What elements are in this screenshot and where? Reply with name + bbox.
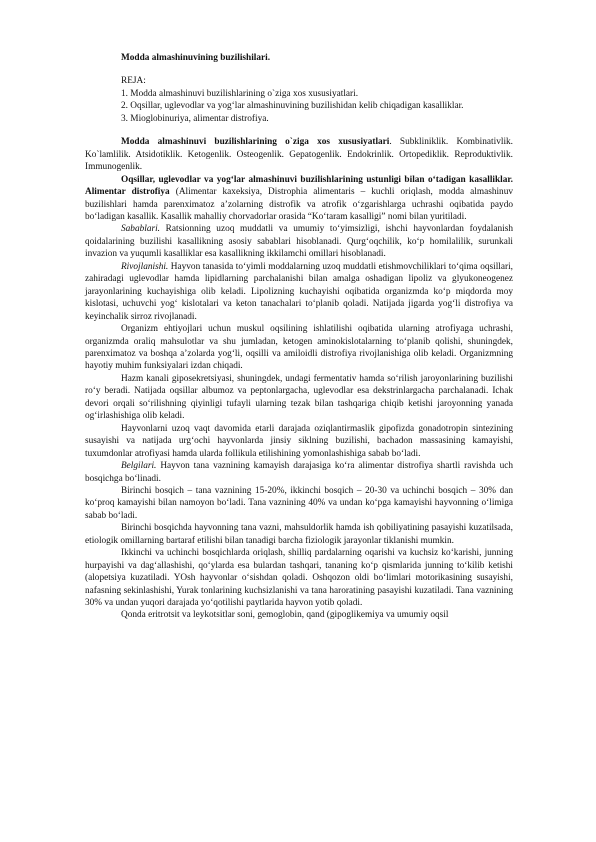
paragraph-causes-lead: Sabablari. <box>121 224 160 235</box>
document-title: Modda almashinuvining buzilishilari. <box>121 53 271 63</box>
paragraph-development-text: Hayvon tanasida to‘yimli moddalarning uzoq muddatli etishmovchiliklari to‘qima oqsillari, zahiradagi uglevodlar hamda lipidlarning parchalanishi bilan amalga oshadigan lipoliz va glyukoneogenez jarayonlarining kuchayishiga olib keladi. Lipolizning kuchayishi oqibatida organizmda ko‘p miqdorda moy kislotasi, uchuvchi yog‘ kislotalari va keton tanachalari to‘planib qoladi. Natijada jigarda yog‘li distrofiya va keyinchalik sirroz rivojlanadi. <box>85 261 513 322</box>
paragraph-causes-text: Ratsionning uzoq muddatli va umumiy to‘yimsizligi, ishchi hayvonlardan foydalanish qoidalarining buzilishi kasallikning asosiy sabablari hisoblanadi. Qurg‘oqchilik, ko‘p homilalilik, surunkali invazion va yuqumli kasalliklar esa kasallikning ikkilamchi omillari hisoblanadi. <box>85 224 513 260</box>
paragraph-first-stage: Birinchi bosqichda hayvonning tana vazni, mahsuldorlik hamda ish qobiliyatining pasayishi kuzatilsada, etiologik omillarning bartaraf etilishi bilan tanadigi barcha fiziologik jarayonlar tiklanishi mumkin. <box>85 523 513 546</box>
plan-item-2: 2. Oqsillar, uglevodlar va yog‘lar almashinuvining buzilishidan kelib chiqadigan kasalliklar. <box>121 101 464 112</box>
plan-item-1: 1. Modda almashinuvi buzilishlarining o`ziga xos xususiyatlari. <box>121 88 359 99</box>
paragraph-signs <box>85 460 513 485</box>
paragraph-signs-text: Hayvon tana vaznining kamayish darajasiga ko‘ra alimentar distrofiya shartli ravishda uch bosqichga bo‘linadi. <box>85 461 513 484</box>
paragraph-causes <box>85 223 513 260</box>
paragraph-alimentary-dystrophy-text: (Alimentar kaxeksiya, Distrophia alimentaris – kuchli oriqlash, modda almashinuv buzilishlari hamda parenximatoz a’zolarning distrofik va atrofik o‘zgarishlarga uchrashi oqibatida paydo bo‘ladigan kasallik. Kasallik mahalliy chorvadorlar orasida “Ko‘taram kasalligi” nomi bilan yuritiladi. <box>85 187 514 222</box>
paragraph-muscle-protein: Organizm ehtiyojlari uchun muskul oqsilining ishlatilishi oqibatida ularning atrofiyaga uchrashi, organizmda oraliq mahsulotlar va shu jumladan, ketogen aminokislotalarning to‘planib qolishi, shuningdek, parenximatoz va boshqa a’zolarda yog‘li, oqsilli va amiloidli distrofiya rivojlanishiga olib keladi. Organizmning hayotiy muhim funksiyalari izdan chiqadi. <box>85 324 513 372</box>
plan-heading: REJA: <box>121 76 146 87</box>
paragraph-development-lead: Rivojlanishi. <box>121 261 169 272</box>
paragraph-digestion: Hazm kanali giposekretsiyasi, shuningdek, undagi fermentativ hamda so‘rilish jaroyonlarining buzilishi ro‘y beradi. Natijada oqsillar albumoz va peptonlargacha, uglevodlar esa dekstrinlargacha parchalanadi. Ichak devori orqali so‘rilishning qiyinligi tufayli ularning tezak bilan tashqariga chiqib ketishi jaroyonning yanada og‘irlashishiga olib keladi. <box>85 373 513 422</box>
paragraph-reproduction: Hayvonlarni uzoq vaqt davomida etarli darajada oziqlantirmaslik gipofizda gonadotropin sintezining susayishi va natijada urg‘ochi hayvonlarda jinsiy siklning buzilishi, bachadon massasining kamayishi, tuxumdonlar atrofiyasi hamda ularda follikula etilishining yomonlashishiga sabab bo‘ladi. <box>85 423 513 459</box>
paragraph-alimentary-dystrophy <box>85 174 513 224</box>
paragraph-alimentary-dystrophy-lead: Oqsillar, uglevodlar va yog‘lar almashinuvi buzilishlarining ustunligi bilan o‘tadigan kasalliklar. Alimentar distrofiya <box>85 174 513 198</box>
paragraph-blood: Qonda eritrotsit va leykotsitlar soni, gemoglobin, qand (gipoglikemiya va umumiy oqsil <box>121 610 449 621</box>
paragraph-stages: Birinchi bosqich – tana vaznining 15-20%, ikkinchi bosqich – 20-30 va uchinchi bosqich – 30% dan ko‘proq kamayishi bilan namoyon bo‘ladi. Tana vaznining 40% va undan ko‘pga kamayishi hayvonning o‘limiga sabab bo‘ladi. <box>85 485 513 521</box>
paragraph-features-text: . Subkliniklik. Kombinativlik. Ko`lamlilik. Atsidotiklik. Ketogenlik. Osteogenlik. Gepatogenlik. Endokrinlik. Ortopediklik. Reproduktivlik. Immunogenlik. <box>85 137 513 173</box>
paragraph-signs-lead: Belgilari. <box>121 461 157 472</box>
paragraph-features-lead: Modda almashinuvi buzilishlarining o`ziga xos xususiyatlari <box>121 137 390 148</box>
plan-item-3: 3. Mioglobinuriya, alimentar distrofiya. <box>121 113 269 124</box>
paragraph-development <box>85 261 513 323</box>
paragraph-features <box>85 136 513 173</box>
document-page <box>85 52 513 622</box>
paragraph-later-stages: Ikkinchi va uchinchi bosqichlarda oriqlash, shilliq pardalarning oqarishi va kuchsiz ko‘karishi, junning hurpayishi va dag‘allashishi, qo‘ylarda esa bulardan tashqari, tananing ko‘p qismlarida junning to‘kilib ketishi (alopetsiya kuzatiladi. YOsh hayvonlar o‘sishdan qoladi. Oshqozon oldi bo‘limlari motorikasining susayishi, nafasning sekinlashishi, Yurak tonlarining kuchsizlanishi va tana haroratining pasayishi kuzatiladi. Tana vaznining 30% va undan yuqori darajada yo‘qotilishi paytlarida hayvon yotib qoladi. <box>85 548 513 609</box>
